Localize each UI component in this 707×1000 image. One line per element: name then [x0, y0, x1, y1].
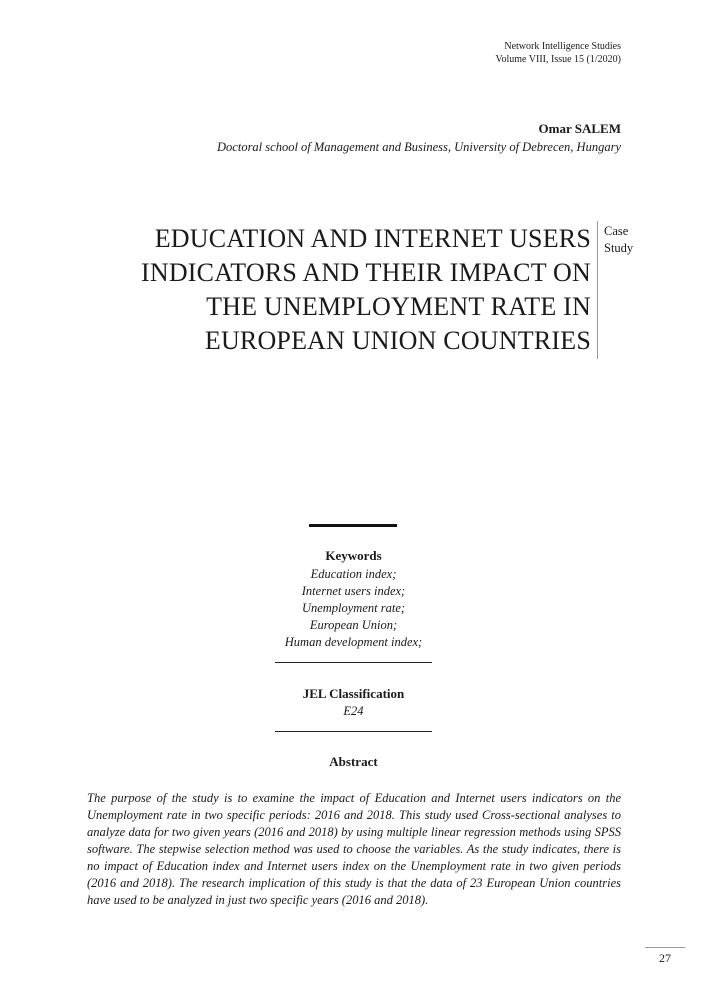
title-line: THE UNEMPLOYMENT RATE IN: [206, 292, 591, 321]
title-line: INDICATORS AND THEIR IMPACT ON: [141, 258, 591, 287]
article-type-word: Study: [604, 241, 634, 255]
footer-rule: [645, 947, 685, 948]
article-type-word: Case: [604, 224, 629, 238]
section-divider: [275, 662, 432, 663]
title-line: EUROPEAN UNION COUNTRIES: [204, 326, 591, 355]
jel-heading: JEL Classification: [302, 686, 405, 701]
journal-name: Network Intelligence Studies: [504, 41, 621, 52]
keywords-heading: Keywords: [325, 548, 382, 563]
jel-section: [0, 685, 707, 720]
section-divider: [275, 731, 432, 732]
keyword-item: Unemployment rate;: [301, 601, 406, 615]
author-affiliation: Doctoral school of Management and Business, University of Debrecen, Hungary: [217, 140, 621, 154]
article-type-label: [604, 223, 633, 257]
title-line: EDUCATION AND INTERNET USERS: [154, 224, 591, 253]
journal-volume: Volume VIII, Issue 15 (1/2020): [495, 54, 621, 65]
title-divider: [597, 221, 598, 359]
journal-header: [496, 40, 621, 66]
keywords-section: [0, 547, 707, 651]
abstract-text: The purpose of the study is to examine the impact of Education and Internet users indicators on the Unemployment rate in two specific periods: 2016 and 2018. This study used Cross-sectional analyses to analyze data for two given years (2016 and 2018) by using multiple linear regression methods using SPSS software. The stepwise selection method was used to choose the variables. As the study indicates, there is no impact of Education index and Internet users index on the Unemployment rate in two given periods (2016 and 2018). The research implication of this study is that the data of 23 European Union countries have used to be analyzed in just two specific years (2016 and 2018).: [87, 791, 621, 907]
author-name: Omar SALEM: [538, 121, 621, 136]
abstract-heading-block: [0, 753, 707, 771]
author-block: [217, 120, 621, 156]
paper-title: [31, 222, 591, 358]
keyword-item: European Union;: [309, 618, 398, 632]
keyword-item: Human development index;: [284, 635, 423, 649]
keyword-item: Internet users index;: [301, 584, 406, 598]
page-number: 27: [659, 951, 671, 965]
section-divider-thick: [309, 524, 397, 527]
jel-code: E24: [343, 704, 364, 718]
abstract-heading: Abstract: [329, 754, 378, 769]
keyword-item: Education index;: [310, 567, 397, 581]
